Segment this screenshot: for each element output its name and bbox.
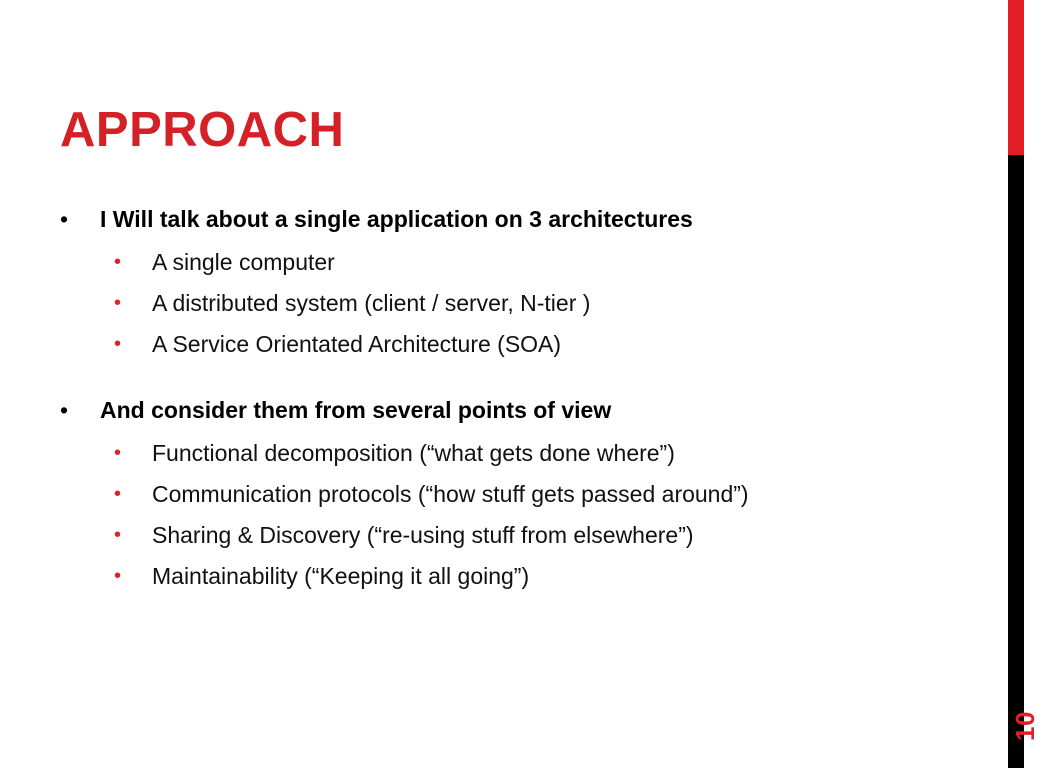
list-item [60, 556, 990, 597]
bullet-icon: • [114, 333, 122, 355]
sidebar-accent-red [1008, 0, 1024, 155]
slide-number: 10 [1010, 711, 1040, 741]
bullet-icon: • [60, 206, 69, 232]
bullet-icon: • [114, 483, 122, 505]
bullet-icon: • [114, 442, 122, 464]
slide-title: APPROACH [60, 103, 345, 157]
slide-body [60, 202, 990, 597]
bullet-architectures [60, 202, 990, 236]
section-spacer [60, 365, 990, 393]
sub-list-points-of-view [60, 433, 990, 597]
list-item [60, 433, 990, 474]
bullet-icon: • [114, 292, 122, 314]
list-item [60, 283, 990, 324]
list-item-text: A single computer [152, 249, 335, 275]
list-item-text: A distributed system (client / server, N-tier ) [152, 290, 591, 316]
list-item [60, 474, 990, 515]
sub-list-architectures [60, 242, 990, 365]
bullet-icon: • [60, 397, 69, 423]
list-item-text: A Service Orientated Architecture (SOA) [152, 331, 562, 357]
bullet-text: And consider them from several points of view [100, 397, 612, 423]
bullet-icon: • [114, 565, 122, 587]
list-item [60, 515, 990, 556]
sidebar-accent-black [1008, 155, 1024, 768]
bullet-text: I Will talk about a single application on 3 architectures [100, 206, 693, 232]
bullet-icon: • [114, 251, 122, 273]
list-item-text: Maintainability (“Keeping it all going”) [152, 563, 530, 589]
list-item [60, 324, 990, 365]
list-item-text: Functional decomposition (“what gets done where”) [152, 440, 675, 466]
list-item-text: Sharing & Discovery (“re-using stuff from elsewhere”) [152, 522, 694, 548]
list-item [60, 242, 990, 283]
list-item-text: Communication protocols (“how stuff gets passed around”) [152, 481, 749, 507]
bullet-points-of-view [60, 393, 990, 427]
bullet-icon: • [114, 524, 122, 546]
